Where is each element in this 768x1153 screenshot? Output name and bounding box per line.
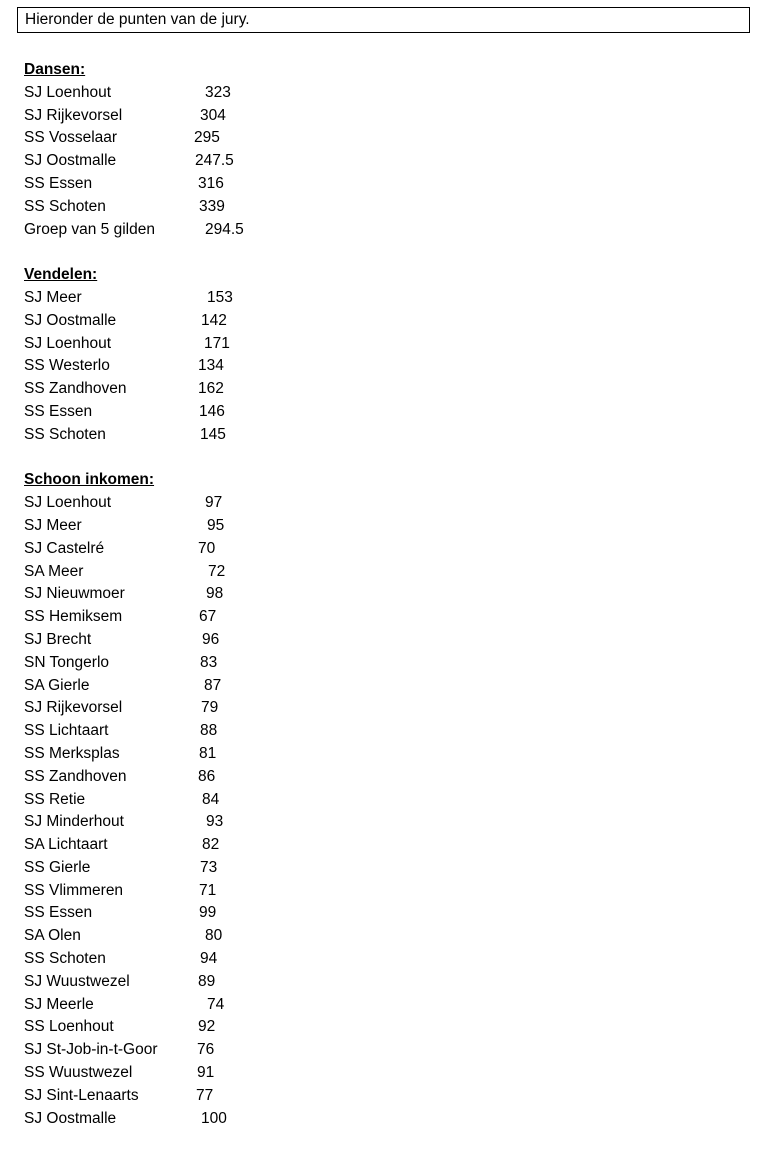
team-score: 76: [197, 1041, 215, 1059]
team-name: SS Gierle: [24, 858, 91, 876]
team-score: 98: [206, 585, 224, 603]
list-item: [24, 1108, 424, 1131]
team-score: 294.5: [205, 220, 244, 238]
team-score: 99: [199, 904, 217, 922]
team-score: 73: [200, 858, 218, 876]
team-name: SJ Brecht: [24, 630, 92, 648]
list-item: [24, 971, 424, 994]
team-name: SJ Wuustwezel: [24, 972, 130, 990]
list-item: [24, 1062, 424, 1085]
team-score: 93: [206, 813, 224, 831]
list-item: [24, 720, 424, 743]
team-name: SJ St-Job-in-t-Goor: [24, 1041, 158, 1059]
list-item: [24, 355, 424, 378]
team-name: SS Lichtaart: [24, 722, 109, 740]
team-score: 96: [202, 630, 220, 648]
list-item: [24, 697, 424, 720]
team-score: 86: [198, 767, 216, 785]
team-score: 77: [196, 1086, 214, 1104]
team-name: SS Schoten: [24, 425, 106, 443]
list-item: [24, 219, 424, 242]
team-score: 171: [204, 334, 230, 352]
list-item: [24, 994, 424, 1017]
team-name: SJ Sint-Lenaarts: [24, 1086, 139, 1104]
team-score: 70: [198, 539, 216, 557]
list-item: [24, 173, 424, 196]
team-score: 89: [198, 972, 216, 990]
list-item: [24, 789, 424, 812]
team-score: 316: [198, 174, 224, 192]
section-dansen: [24, 59, 424, 241]
list-item: [24, 424, 424, 447]
list-item: [24, 127, 424, 150]
team-score: 100: [201, 1109, 227, 1127]
team-score: 81: [199, 744, 217, 762]
team-score: 94: [200, 950, 218, 968]
team-score: 162: [198, 380, 224, 398]
team-name: SS Essen: [24, 174, 93, 192]
team-score: 142: [201, 311, 227, 329]
team-name: SS Essen: [24, 904, 93, 922]
team-name: SJ Castelré: [24, 539, 105, 557]
team-score: 146: [199, 402, 225, 420]
list-item: [24, 333, 424, 356]
team-name: SJ Loenhout: [24, 494, 112, 512]
list-item: [24, 811, 424, 834]
team-score: 79: [201, 699, 219, 717]
team-score: 145: [200, 425, 226, 443]
list-item: [24, 880, 424, 903]
team-score: 95: [207, 516, 225, 534]
team-score: 339: [199, 197, 225, 215]
team-name: SJ Meerle: [24, 995, 94, 1013]
team-name: SJ Loenhout: [24, 334, 112, 352]
team-name: SS Vosselaar: [24, 129, 118, 147]
list-item: [24, 902, 424, 925]
team-score: 247.5: [195, 152, 234, 170]
list-item: [24, 583, 424, 606]
team-name: SS Loenhout: [24, 1018, 114, 1036]
list-item: [24, 82, 424, 105]
section-title: Schoon inkomen:: [24, 471, 155, 489]
team-name: SJ Rijkevorsel: [24, 106, 123, 124]
team-score: 87: [204, 676, 222, 694]
list-item: [24, 561, 424, 584]
list-item: [24, 1039, 424, 1062]
team-score: 74: [207, 995, 225, 1013]
team-name: SS Retie: [24, 790, 86, 808]
team-score: 323: [205, 83, 231, 101]
team-name: Groep van 5 gilden: [24, 220, 155, 238]
section-schoon-inkomen: [24, 469, 424, 1130]
list-item: [24, 105, 424, 128]
team-score: 92: [198, 1018, 216, 1036]
team-name: SJ Minderhout: [24, 813, 124, 831]
list-item: [24, 652, 424, 675]
team-name: SS Essen: [24, 402, 93, 420]
team-score: 91: [197, 1064, 215, 1082]
team-name: SS Wuustwezel: [24, 1064, 133, 1082]
list-item: [24, 378, 424, 401]
header-box: [17, 7, 750, 33]
list-item: [24, 1085, 424, 1108]
team-name: SJ Loenhout: [24, 83, 112, 101]
team-score: 153: [207, 288, 233, 306]
team-name: SJ Oostmalle: [24, 311, 117, 329]
list-item: [24, 834, 424, 857]
list-item: [24, 925, 424, 948]
team-score: 295: [194, 129, 220, 147]
team-name: SS Hemiksem: [24, 608, 123, 626]
team-name: SS Zandhoven: [24, 380, 127, 398]
list-item: [24, 538, 424, 561]
team-name: SJ Oostmalle: [24, 1109, 117, 1127]
team-score: 97: [205, 494, 223, 512]
team-score: 67: [199, 608, 217, 626]
team-name: SA Gierle: [24, 676, 90, 694]
team-name: SS Vlimmeren: [24, 881, 124, 899]
list-item: [24, 1016, 424, 1039]
list-item: [24, 675, 424, 698]
team-name: SJ Nieuwmoer: [24, 585, 125, 603]
section-title: Dansen:: [24, 61, 86, 78]
team-score: 84: [202, 790, 220, 808]
team-name: SS Zandhoven: [24, 767, 127, 785]
team-score: 72: [208, 562, 226, 580]
score-sections: [24, 59, 424, 1153]
list-item: [24, 310, 424, 333]
team-score: 71: [199, 881, 217, 899]
team-score: 304: [200, 106, 226, 124]
team-score: 83: [200, 653, 218, 671]
header-text: Hieronder de punten van de jury.: [25, 11, 250, 28]
list-item: [24, 401, 424, 424]
list-item: [24, 629, 424, 652]
team-name: SA Olen: [24, 927, 81, 945]
team-name: SS Schoten: [24, 197, 106, 215]
list-item: [24, 515, 424, 538]
list-item: [24, 948, 424, 971]
team-name: SA Meer: [24, 562, 84, 580]
list-item: [24, 196, 424, 219]
team-score: 134: [198, 357, 224, 375]
team-name: SJ Meer: [24, 288, 82, 306]
section-title: Vendelen:: [24, 266, 98, 284]
list-item: [24, 766, 424, 789]
team-name: SN Tongerlo: [24, 653, 110, 671]
list-item: [24, 743, 424, 766]
team-name: SJ Meer: [24, 516, 82, 534]
list-item: [24, 150, 424, 173]
team-name: SS Westerlo: [24, 357, 110, 375]
team-score: 82: [202, 836, 220, 854]
team-name: SS Merksplas: [24, 744, 120, 762]
team-name: SS Schoten: [24, 950, 106, 968]
team-name: SA Lichtaart: [24, 836, 108, 854]
team-name: SJ Rijkevorsel: [24, 699, 123, 717]
list-item: [24, 287, 424, 310]
team-score: 88: [200, 722, 218, 740]
list-item: [24, 492, 424, 515]
list-item: [24, 857, 424, 880]
team-name: SJ Oostmalle: [24, 152, 117, 170]
section-vendelen: [24, 264, 424, 446]
team-score: 80: [205, 927, 223, 945]
list-item: [24, 606, 424, 629]
